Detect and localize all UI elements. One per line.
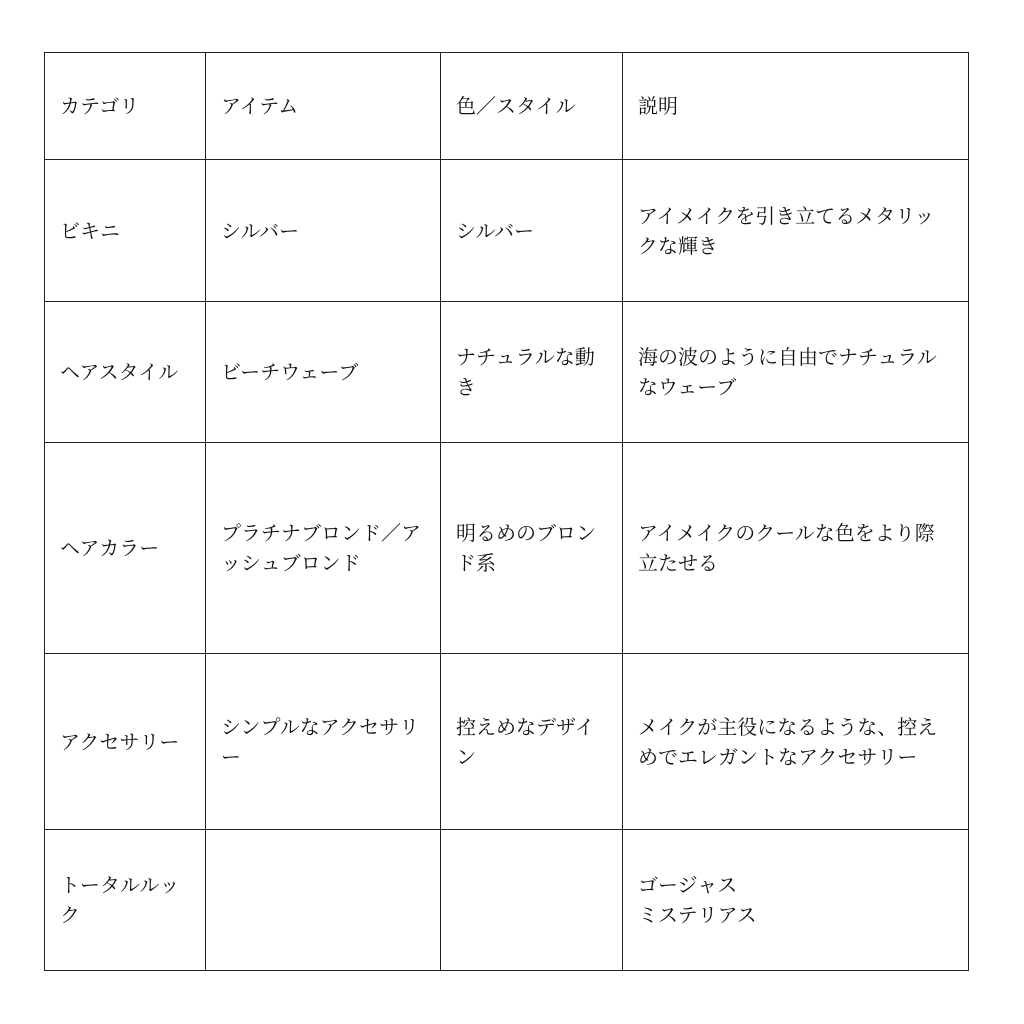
- header-cell-description: [623, 53, 969, 160]
- item-cell: シンプルなアクセサリー: [206, 654, 441, 830]
- category-cell: ヘアカラー: [45, 443, 206, 654]
- description-cell: メイクが主役になるような、控えめでエレガントなアクセサリー: [623, 654, 969, 830]
- table-row: [45, 443, 969, 654]
- header-label: 説明: [638, 94, 678, 118]
- category-cell: ヘアスタイル: [45, 302, 206, 443]
- description-cell: 海の波のように自由でナチュラルなウェーブ: [623, 302, 969, 443]
- color-style-cell: 明るめのブロンド系: [441, 443, 623, 654]
- table-row: [45, 654, 969, 830]
- category-cell: アクセサリー: [45, 654, 206, 830]
- styling-table-container: [44, 52, 968, 971]
- styling-table: [44, 52, 969, 971]
- header-cell-item: [206, 53, 441, 160]
- color-style-cell: 控えめなデザイン: [441, 654, 623, 830]
- description-cell: アイメイクを引き立てるメタリックな輝き: [623, 160, 969, 302]
- header-cell-color-style: [441, 53, 623, 160]
- item-cell: シルバー: [206, 160, 441, 302]
- header-cell-category: [45, 53, 206, 160]
- table-row: [45, 160, 969, 302]
- header-label: アイテム: [221, 94, 299, 118]
- header-label: カテゴリ: [60, 94, 140, 118]
- item-cell: [206, 830, 441, 971]
- item-cell: プラチナブロンド／アッシュブロンド: [206, 443, 441, 654]
- category-cell: ビキニ: [45, 160, 206, 302]
- item-cell: ビーチウェーブ: [206, 302, 441, 443]
- table-row: [45, 830, 969, 971]
- table-row: [45, 302, 969, 443]
- color-style-cell: ナチュラルな動き: [441, 302, 623, 443]
- description-cell: ゴージャス ミステリアス: [623, 830, 969, 971]
- category-cell: トータルルック: [45, 830, 206, 971]
- table-header-row: [45, 53, 969, 160]
- header-label: 色／スタイル: [456, 94, 576, 118]
- color-style-cell: [441, 830, 623, 971]
- description-cell: アイメイクのクールな色をより際立たせる: [623, 443, 969, 654]
- color-style-cell: シルバー: [441, 160, 623, 302]
